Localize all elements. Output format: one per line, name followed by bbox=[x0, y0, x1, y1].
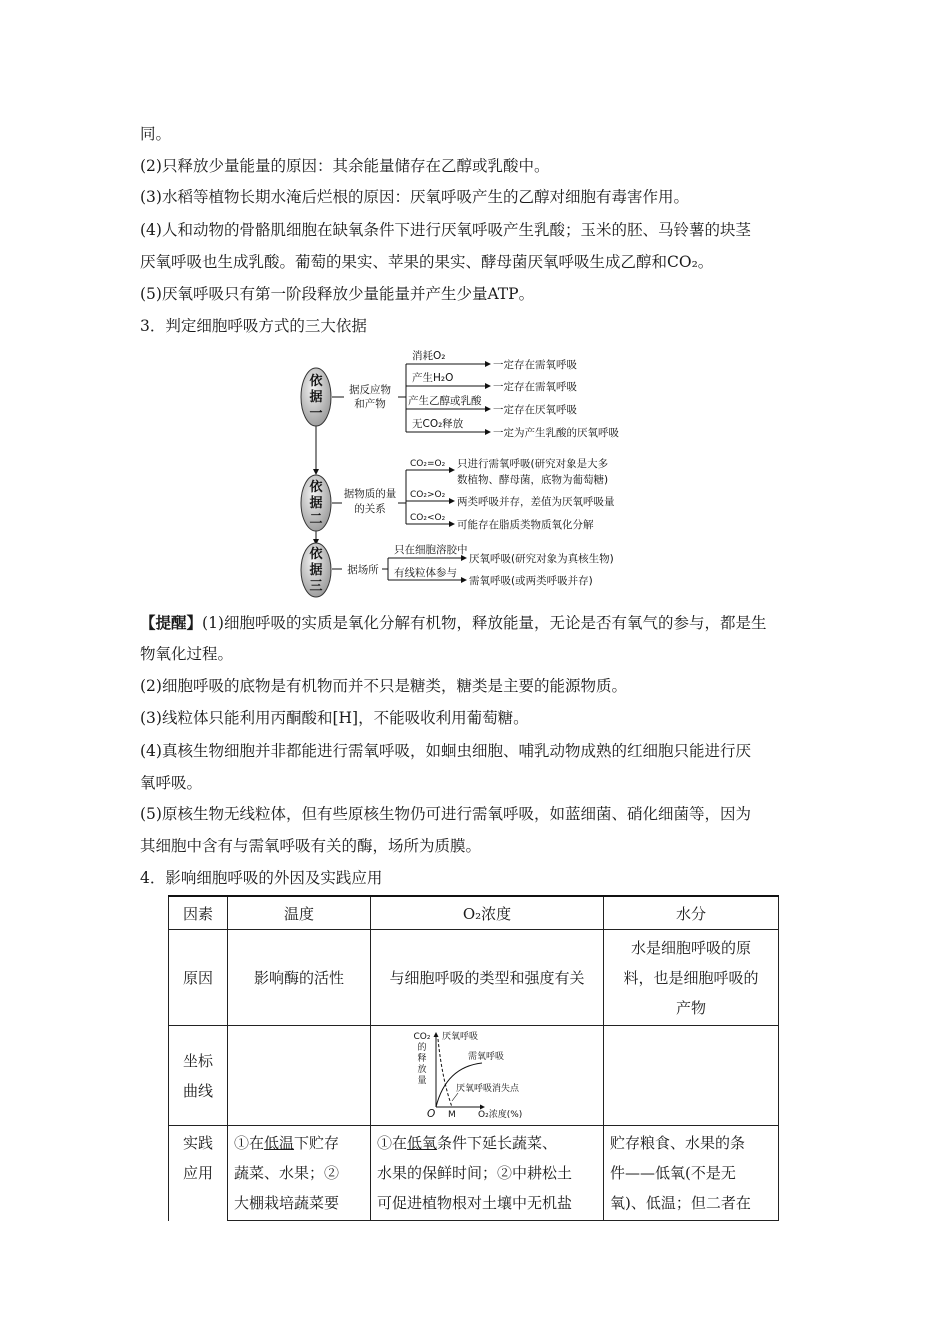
basis-1-label-2: 和产物 bbox=[354, 398, 386, 410]
svg-text:可能存在脂质类物质氧化分解: 可能存在脂质类物质氧化分解 bbox=[457, 519, 594, 531]
tip-label: 【提醒】 bbox=[140, 613, 203, 632]
tip-4a: (4)真核生物细胞并非都能进行需氧呼吸，如蛔虫细胞、哺乳动物成熟的红细胞只能进行厌 bbox=[140, 742, 751, 760]
svg-text:据: 据 bbox=[309, 390, 323, 405]
svg-text:的: 的 bbox=[417, 1042, 427, 1053]
tip-3: (3)线粒体只能利用丙酮酸和[H]，不能吸收利用葡萄糖。 bbox=[140, 709, 529, 727]
tip-5a: (5)原核生物无线粒体，但有些原核生物仍可进行需氧呼吸，如蓝细菌、硝化细菌等，因为 bbox=[140, 805, 751, 823]
svg-text:需氧呼吸: 需氧呼吸 bbox=[468, 1051, 505, 1062]
svg-text:据: 据 bbox=[309, 496, 323, 511]
svg-text:依: 依 bbox=[309, 374, 323, 389]
svg-text:只在细胞溶胶中: 只在细胞溶胶中 bbox=[394, 544, 468, 556]
svg-text:量: 量 bbox=[417, 1075, 427, 1086]
basis-3-branches bbox=[388, 543, 614, 587]
basis-2-label-1: 据物质的量 bbox=[343, 488, 397, 500]
svg-text:厌氧呼吸: 厌氧呼吸 bbox=[442, 1031, 479, 1042]
svg-text:CO₂: CO₂ bbox=[413, 1031, 431, 1042]
respiration-basis-diagram bbox=[290, 340, 670, 600]
svg-text:依: 依 bbox=[309, 547, 323, 562]
svg-text:M: M bbox=[448, 1109, 456, 1119]
paragraph-3: (3)水稻等植物长期水淹后烂根的原因：厌氧呼吸产生的乙醇对细胞有毒害作用。 bbox=[140, 188, 689, 206]
tip-1b: 物氧化过程。 bbox=[140, 645, 234, 663]
svg-text:CO₂<O₂: CO₂<O₂ bbox=[410, 513, 446, 523]
svg-text:释: 释 bbox=[417, 1053, 427, 1064]
section-4-heading: 4．影响细胞呼吸的外因及实践应用 bbox=[140, 869, 383, 887]
tip-2: (2)细胞呼吸的底物是有机物而并不只是糖类，糖类是主要的能源物质。 bbox=[140, 677, 627, 695]
svg-text:O₂浓度(%): O₂浓度(%) bbox=[478, 1109, 523, 1119]
paragraph-2: (2)只释放少量能量的原因：其余能量储存在乙醇或乳酸中。 bbox=[140, 157, 550, 175]
svg-text:消耗O₂: 消耗O₂ bbox=[412, 350, 446, 362]
paragraph-4b: 厌氧呼吸也生成乳酸。葡萄的果实、苹果的果实、酵母菌厌氧呼吸生成乙醇和CO₂。 bbox=[140, 253, 714, 271]
paragraph-4a: (4)人和动物的骨骼肌细胞在缺氧条件下进行厌氧呼吸产生乳酸；玉米的胚、马铃薯的块茎 bbox=[140, 221, 751, 239]
tip-4b: 氧呼吸。 bbox=[140, 774, 203, 792]
svg-text:一定存在厌氧呼吸: 一定存在厌氧呼吸 bbox=[493, 404, 577, 416]
svg-text:O: O bbox=[427, 1107, 436, 1119]
factors-table bbox=[168, 895, 779, 1221]
svg-text:依: 依 bbox=[309, 480, 323, 495]
svg-text:两类呼吸并存，差值为厌氧呼吸量: 两类呼吸并存，差值为厌氧呼吸量 bbox=[457, 496, 615, 508]
svg-text:CO₂=O₂: CO₂=O₂ bbox=[410, 459, 446, 469]
svg-text:一: 一 bbox=[309, 406, 323, 421]
table-row-curve: 坐标 曲线 CO₂ 的 释 放 量 O M O₂浓度(%) 厌氧呼吸 需氧呼吸 厌氧呼吸消失点 bbox=[169, 1026, 779, 1126]
paragraph-5: (5)厌氧呼吸只有第一阶段释放少量能量并产生少量ATP。 bbox=[140, 285, 535, 303]
paragraph-continuation: 同。 bbox=[140, 125, 172, 143]
svg-text:有线粒体参与: 有线粒体参与 bbox=[394, 567, 457, 579]
svg-text:三: 三 bbox=[309, 579, 323, 594]
svg-text:CO₂>O₂: CO₂>O₂ bbox=[410, 490, 446, 500]
svg-text:放: 放 bbox=[417, 1064, 427, 1075]
svg-text:数植物、酵母菌，底物为葡萄糖): 数植物、酵母菌，底物为葡萄糖) bbox=[457, 474, 609, 486]
svg-text:无CO₂释放: 无CO₂释放 bbox=[412, 418, 464, 430]
section-3-heading: 3．判定细胞呼吸方式的三大依据 bbox=[140, 317, 367, 335]
svg-text:需氧呼吸(或两类呼吸并存): 需氧呼吸(或两类呼吸并存) bbox=[469, 575, 593, 587]
anaerobic-curve bbox=[438, 1039, 452, 1107]
svg-text:二: 二 bbox=[309, 512, 323, 527]
svg-text:一定为产生乳酸的厌氧呼吸: 一定为产生乳酸的厌氧呼吸 bbox=[493, 427, 619, 439]
svg-text:据: 据 bbox=[309, 563, 323, 578]
tip-1a: 【提醒】(1)细胞呼吸的实质是氧化分解有机物，释放能量，无论是否有氧气的参与，都是生 bbox=[140, 613, 767, 632]
o2-curve-chart bbox=[412, 1029, 562, 1119]
svg-text:一定存在需氧呼吸: 一定存在需氧呼吸 bbox=[493, 359, 577, 371]
svg-text:一定存在需氧呼吸: 一定存在需氧呼吸 bbox=[493, 381, 577, 393]
table-row-reason: 原因 影响酶的活性 与细胞呼吸的类型和强度有关 水是细胞呼吸的原 料，也是细胞呼吸的 产物 bbox=[169, 930, 779, 1026]
basis-2-label-2: 的关系 bbox=[354, 503, 386, 515]
svg-text:产生H₂O: 产生H₂O bbox=[412, 372, 454, 384]
basis-1-branches bbox=[406, 349, 619, 439]
svg-text:只进行需氧呼吸(研究对象是大多: 只进行需氧呼吸(研究对象是大多 bbox=[457, 458, 609, 470]
svg-text:产生乙醇或乳酸: 产生乙醇或乳酸 bbox=[408, 395, 482, 407]
svg-text:厌氧呼吸消失点: 厌氧呼吸消失点 bbox=[456, 1083, 520, 1094]
basis-3-label: 据场所 bbox=[347, 564, 379, 576]
table-row-practice: 实践 应用 ①在低温下贮存 蔬菜、水果；② 大棚栽培蔬菜要 ①在低氧条件下延长蔬菜、 水果的保鲜时间；②中耕松土 可促进植物根对土壤中无机盐 贮存粮食、水果的条 件——低氧(不是无 氧)、低温；但二者在 bbox=[169, 1126, 779, 1221]
svg-text:厌氧呼吸(研究对象为真核生物): 厌氧呼吸(研究对象为真核生物) bbox=[469, 553, 614, 565]
tip-5b: 其细胞中含有与需氧呼吸有关的酶，场所为质膜。 bbox=[140, 837, 482, 855]
basis-2-branches bbox=[406, 457, 615, 531]
basis-1-label-1: 据反应物 bbox=[349, 384, 391, 396]
table-header-row: 因素 温度 O₂浓度 水分 bbox=[169, 896, 779, 930]
